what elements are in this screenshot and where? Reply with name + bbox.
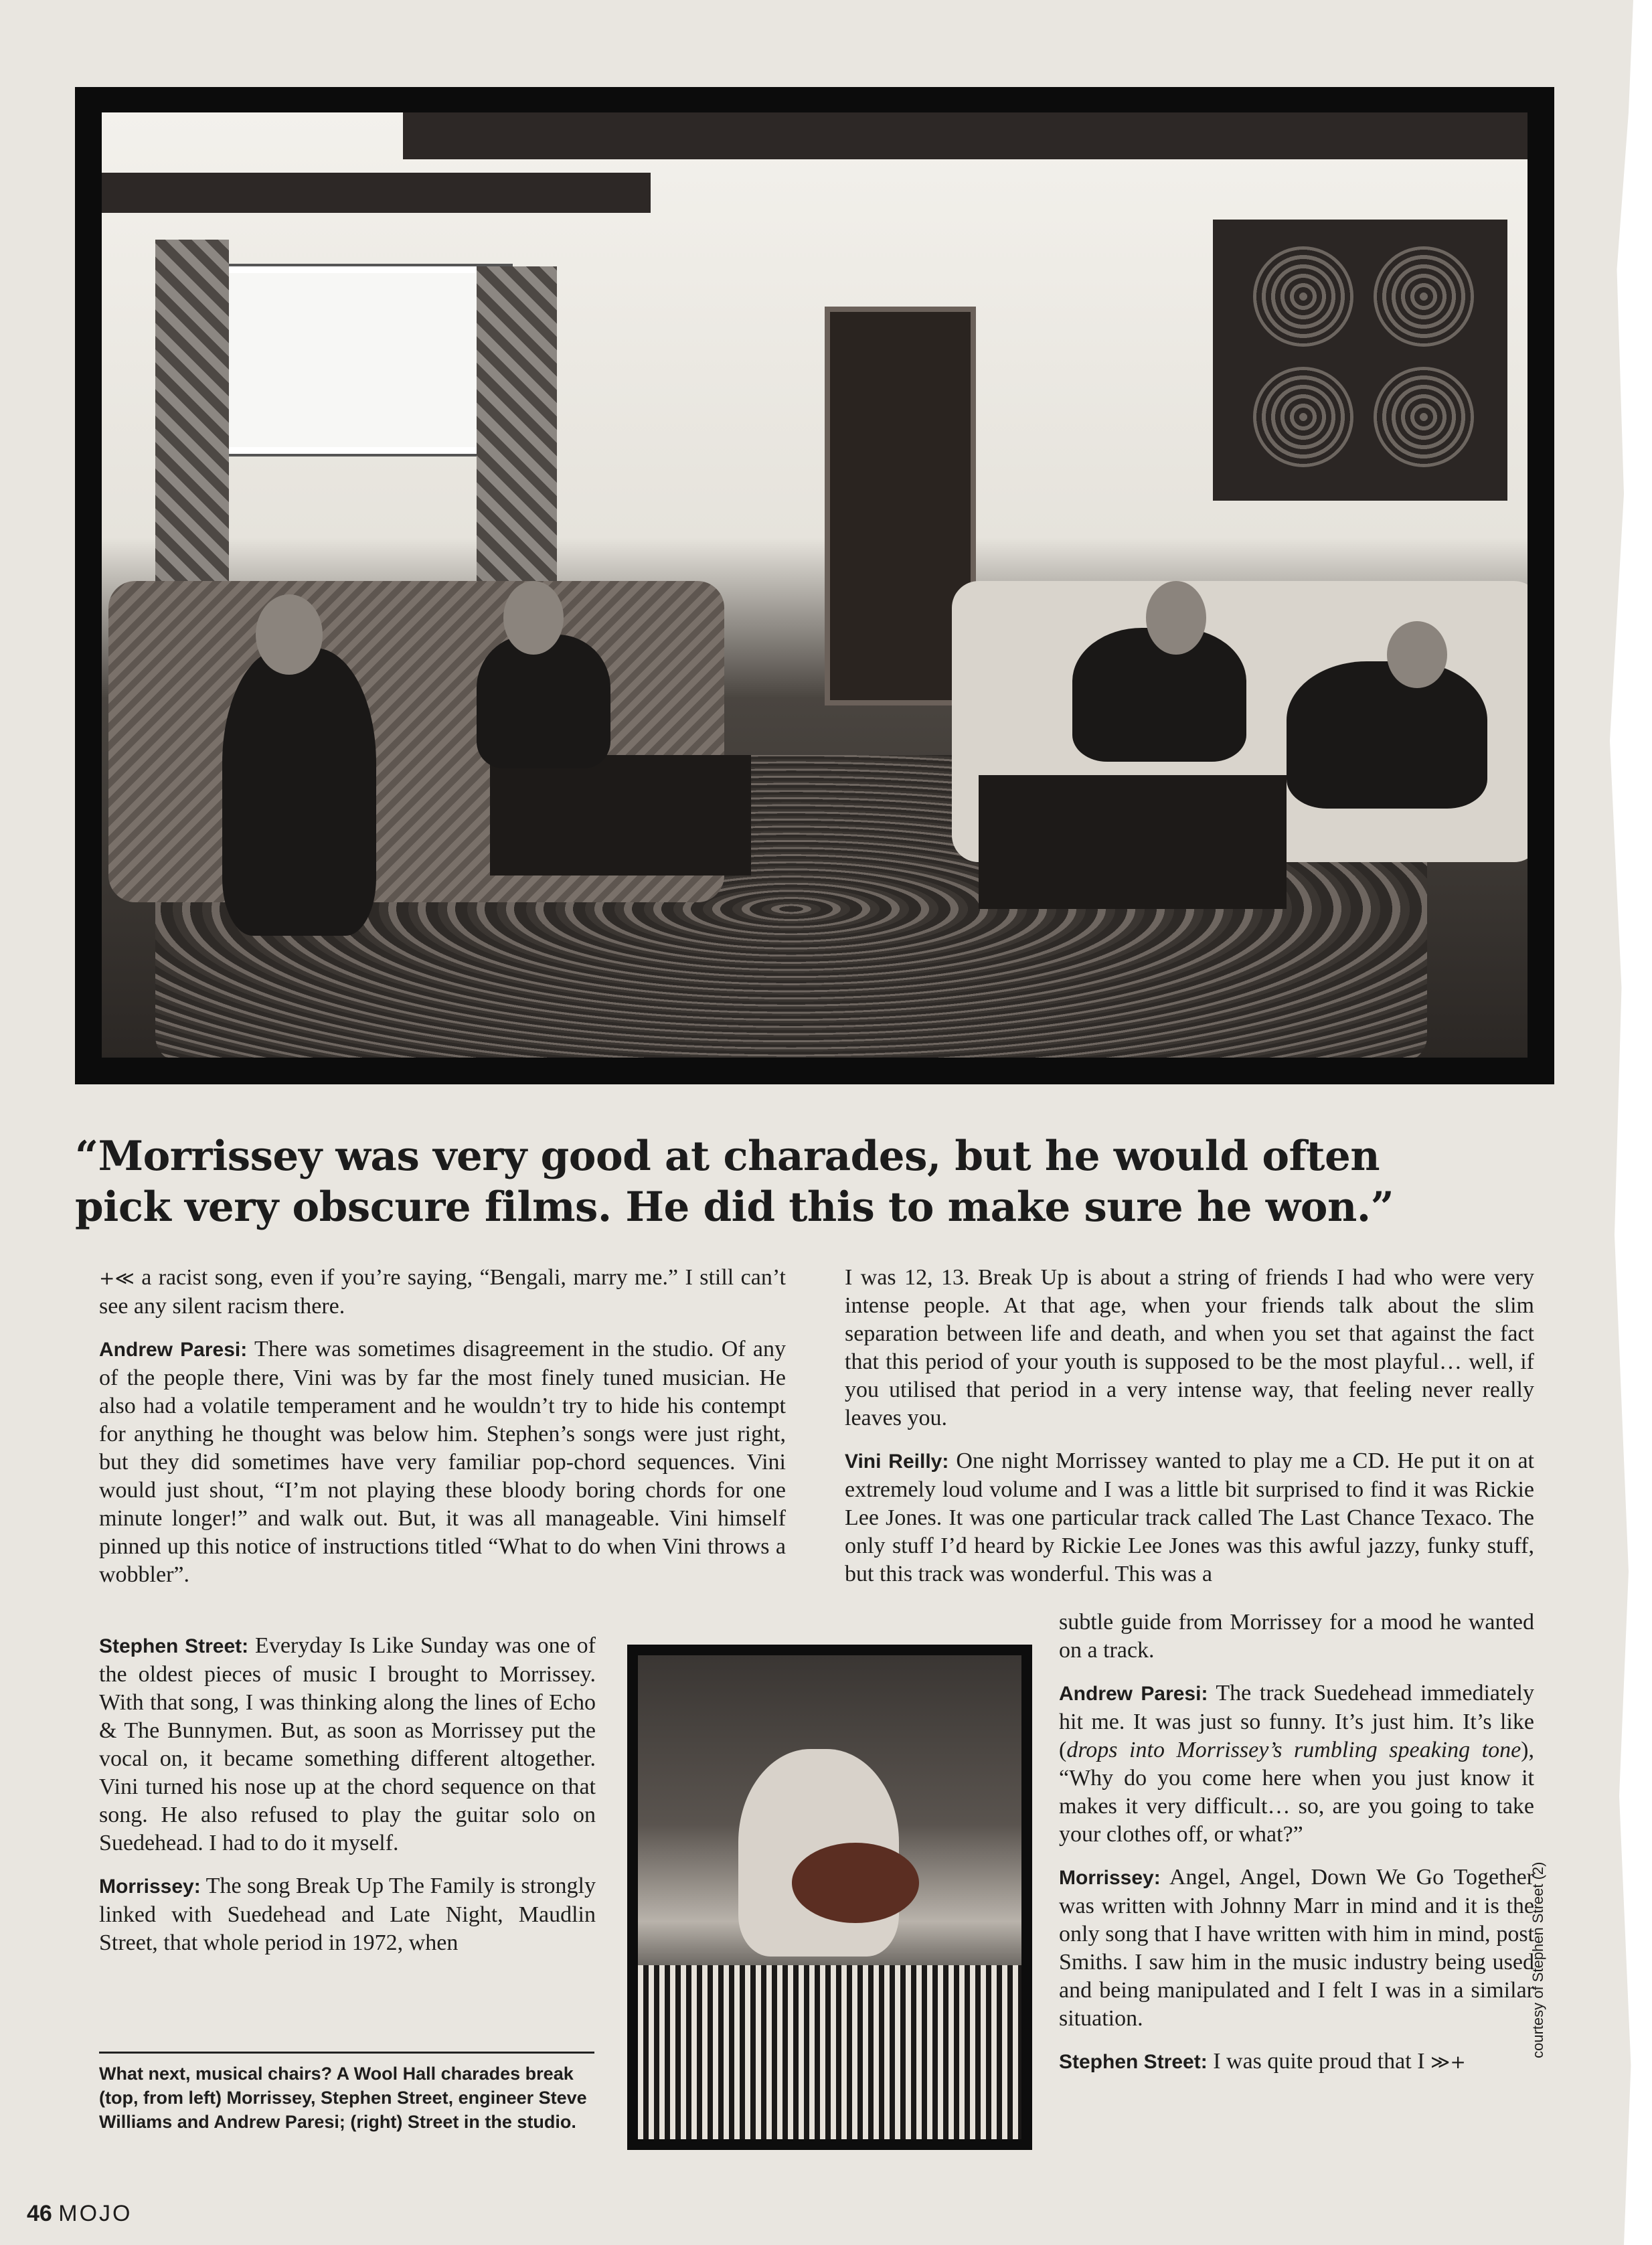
- paragraph: +≪ a racist song, even if you’re saying, “Bengali, marry me.” I still can’t see any silent racism there.: [99, 1265, 786, 1319]
- photo-caption: What next, musical chairs? A Wool Hall charades break (top, from left) Morrissey, Stephen Street, engineer Steve Williams and Andrew Paresi; (right) Street in the studio.: [99, 2052, 594, 2134]
- speaker-name: Stephen Street:: [1059, 2051, 1208, 2073]
- next-page-arrow-icon: ≫+: [1430, 2051, 1466, 2073]
- person-head: [503, 581, 564, 655]
- pull-quote-line-1: “Morrissey was very good at charades, but he would often: [75, 1133, 1380, 1180]
- paragraph: Morrissey: The song Break Up The Family is strongly linked with Suedehead and Late Night, Maudlin Street, that whole period in 1972, when: [99, 1874, 596, 1955]
- continue-arrow-icon: +≪: [99, 1267, 135, 1289]
- guitar: [792, 1843, 919, 1923]
- person-stephen-street: [477, 635, 610, 768]
- left-column-top: [99, 1264, 786, 1604]
- page-folio: [27, 2201, 133, 2227]
- right-coffee-table: [979, 775, 1287, 909]
- torn-page-edge: [1605, 0, 1652, 2245]
- paragraph: Morrissey: Angel, Angel, Down We Go Together was written with Johnny Marr in mind and it is the only song that I have written with him in mind, post Smiths. I saw him in the music industry being used and being manipulated and I felt I was in a similar situation.: [1059, 1865, 1535, 2031]
- mixing-desk: [638, 1965, 1021, 2139]
- person-head: [1146, 581, 1206, 655]
- main-photo: [75, 87, 1554, 1084]
- speaker-name: Morrissey:: [1059, 1867, 1161, 1889]
- left-curtain: [155, 240, 229, 588]
- paragraph: Stephen Street: Everyday Is Like Sunday was one of the oldest pieces of music I brought to Morrissey. With that song, I was thinking along the lines of Echo & The Bunnymen. But, as soon as Morrissey put the vocal on, it became something different altogether. Vini turned his nose up at the chord sequence on that song. He also refused to play the guitar solo on Suedehead. I had to do it myself.: [99, 1633, 596, 1855]
- speaker-name: Morrissey:: [99, 1876, 201, 1898]
- page-number: 46: [27, 2201, 52, 2226]
- studio-scene: [638, 1655, 1021, 2139]
- ceiling-beam: [403, 112, 1527, 159]
- right-curtain: [477, 266, 557, 614]
- paragraph: subtle guide from Morrissey for a mood he wanted on a track.: [1059, 1610, 1534, 1663]
- paragraph: Vini Reilly: One night Morrissey wanted to play me a CD. He put it on at extremely loud volume and I was a little bit surprised to find it was Rickie Lee Jones. It was one particular track called The Last Chance Texaco. The only stuff I’d heard by Rickie Lee Jones was this awful jazzy, funky stuff, but this track was wonderful. This was a: [845, 1448, 1534, 1586]
- speaker-name: Stephen Street:: [99, 1635, 249, 1657]
- studio-photo: [627, 1645, 1032, 2150]
- pull-quote: [75, 1131, 1568, 1233]
- person-andrew-paresi: [1287, 661, 1487, 809]
- speaker-name: Andrew Paresi:: [99, 1339, 248, 1361]
- window: [202, 266, 510, 454]
- right-column-bottom: [1059, 1608, 1534, 2091]
- magazine-name: MOJO: [58, 2201, 133, 2226]
- wall-beam: [102, 173, 651, 213]
- wall-painting: [1213, 220, 1507, 501]
- paragraph: Andrew Paresi: There was sometimes disagreement in the studio. Of any of the people there, Vini was by far the most finely tuned musician. He also had a volatile temperament and he wouldn’t try to hide his contempt for anything he thought was below him. Stephen’s songs were just right, but they did sometimes have very familiar pop-chord sequences. Vini would just shout, “I’m not playing these bloody boring chords for one minute longer!” and walk out. But, it was all manageable. Vini himself pinned up this notice of instructions titled “What to do when Vini throws a wobbler”.: [99, 1337, 786, 1587]
- left-column-bottom: [99, 1632, 596, 1972]
- living-room-scene: [102, 112, 1527, 1058]
- speaker-name: Andrew Paresi:: [1059, 1683, 1208, 1705]
- pull-quote-line-2: pick very obscure films. He did this to make sure he won.”: [75, 1183, 1394, 1231]
- person-head: [1387, 621, 1447, 688]
- person-morrissey: [222, 648, 376, 936]
- speaker-name: Vini Reilly:: [845, 1450, 949, 1473]
- left-coffee-table: [490, 755, 751, 876]
- right-column-top: [845, 1264, 1534, 1603]
- paragraph: Stephen Street: I was quite proud that I ≫+: [1059, 2049, 1466, 2074]
- person-head: [256, 594, 323, 675]
- paragraph: Andrew Paresi: The track Suedehead immediately hit me. It was just so funny. It’s just him. It’s like (drops into Morrissey’s rumbling speaking tone), “Why do you come here when you just know it makes it very difficult… so, are you going to take your clothes off, or what?”: [1059, 1681, 1534, 1847]
- paragraph: I was 12, 13. Break Up is about a string of friends I had who were very intense people. At that age, when your friends talk about the slim separation between life and death, and when you set that against the fact that this period of your youth is supposed to be the most playful… well, if you utilised that period in a very intense way, that feeling never really leaves you.: [845, 1265, 1534, 1430]
- photo-credit: courtesy of Stephen Street (2): [1530, 1861, 1546, 2058]
